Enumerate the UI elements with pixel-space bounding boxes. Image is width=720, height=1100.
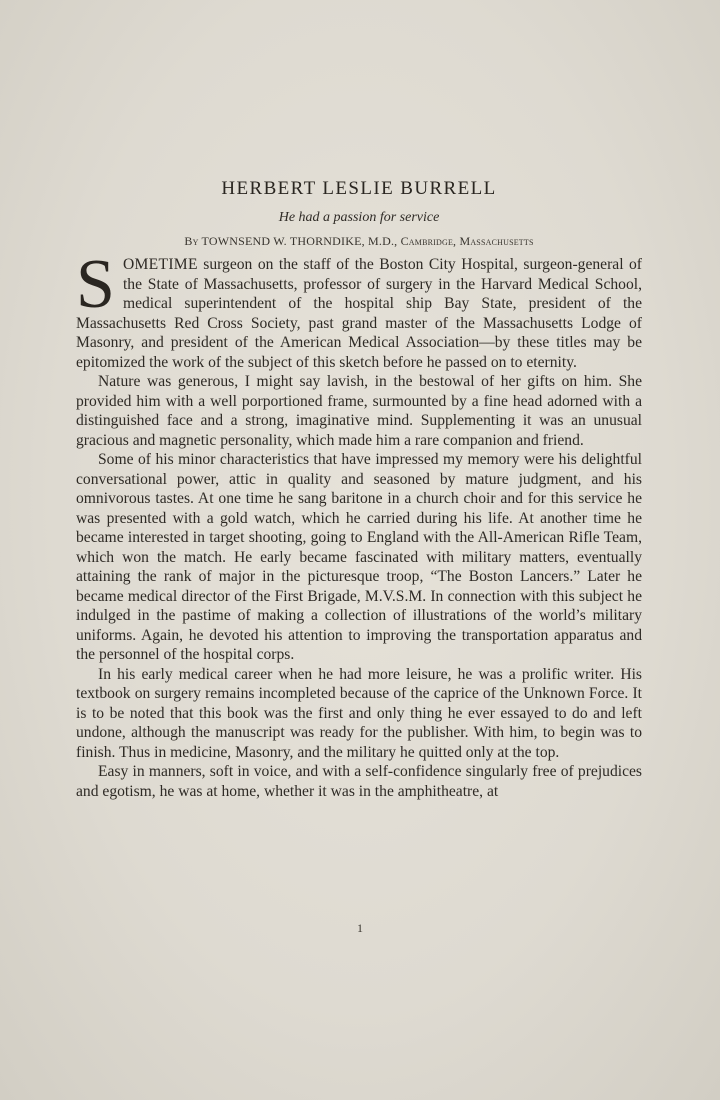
article: [76, 178, 642, 801]
paragraph-2: Nature was generous, I might say lavish, in the bestowal of her gifts on him. She provided him with a well porportioned frame, surmounted by a fine head adorned with a distinguished face and a strong, imaginative mind. Supplementing it was an unusual gracious and magnetic personality, which made him a rare companion and friend.: [76, 373, 642, 449]
paragraph-5: Easy in manners, soft in voice, and with a self-confidence singularly free of prejudices and egotism, he was at home, whether it was in the amphitheatre, at: [76, 763, 642, 800]
paragraph-1-text: surgeon on the staff of the Boston City Hospital, surgeon-general of the State of Massachusetts, professor of surgery in the Harvard Medical School, medical superintendent of the hospital ship Bay State, president of the Massachusetts Red Cross Society, past grand master of the Massachusetts Lodge of Masonry, and president of the American Medical Association—by these titles may be epitomized the work of the subject of this sketch before he passed on to eternity.: [76, 256, 642, 371]
byline-author: TOWNSEND W. THORNDIKE, M.D.,: [201, 234, 398, 248]
article-subtitle: He had a passion for service: [278, 210, 440, 225]
paragraph-3: Some of his minor characteristics that have impressed my memory were his delightful conversational power, attic in quality and seasoned by mature judgment, and his omnivorous tastes. At one time he sang baritone in a church choir and for this service he was presented with a gold watch, which he carried during his life. At another time he became interested in target shooting, going to England with the All-American Rifle Team, which won the match. He early became fascinated with military matters, eventually attaining the rank of major in the picturesque troop, “The Boston Lancers.” Later he became medical director of the First Brigade, M.V.S.M. In connection with this subject he indulged in the pastime of making a collection of illustrations of the world’s military uniforms. Again, he devoted his attention to improving the transportation apparatus and the personnel of the hospital corps.: [76, 451, 642, 663]
page-number: 1: [357, 921, 363, 935]
article-title: HERBERT LESLIE BURRELL: [221, 178, 497, 199]
article-body: [76, 246, 642, 801]
byline: [76, 234, 642, 249]
byline-place: Cambridge, Massachusetts: [400, 234, 534, 248]
opening-caps: OMETIME: [122, 256, 198, 273]
drop-cap: S: [76, 246, 115, 323]
byline-prefix: By: [184, 234, 199, 248]
paragraph-4: In his early medical career when he had more leisure, he was a prolific writer. His textbook on surgery remains incompleted because of the caprice of the Unknown Force. It is to be noted that this book was the first and only thing he ever essayed to do and left undone, although the manuscript was ready for the publisher. With him, to begin was to finish. Thus in medicine, Masonry, and the military he quitted only at the top.: [76, 665, 642, 761]
paragraph-1: [76, 246, 642, 372]
